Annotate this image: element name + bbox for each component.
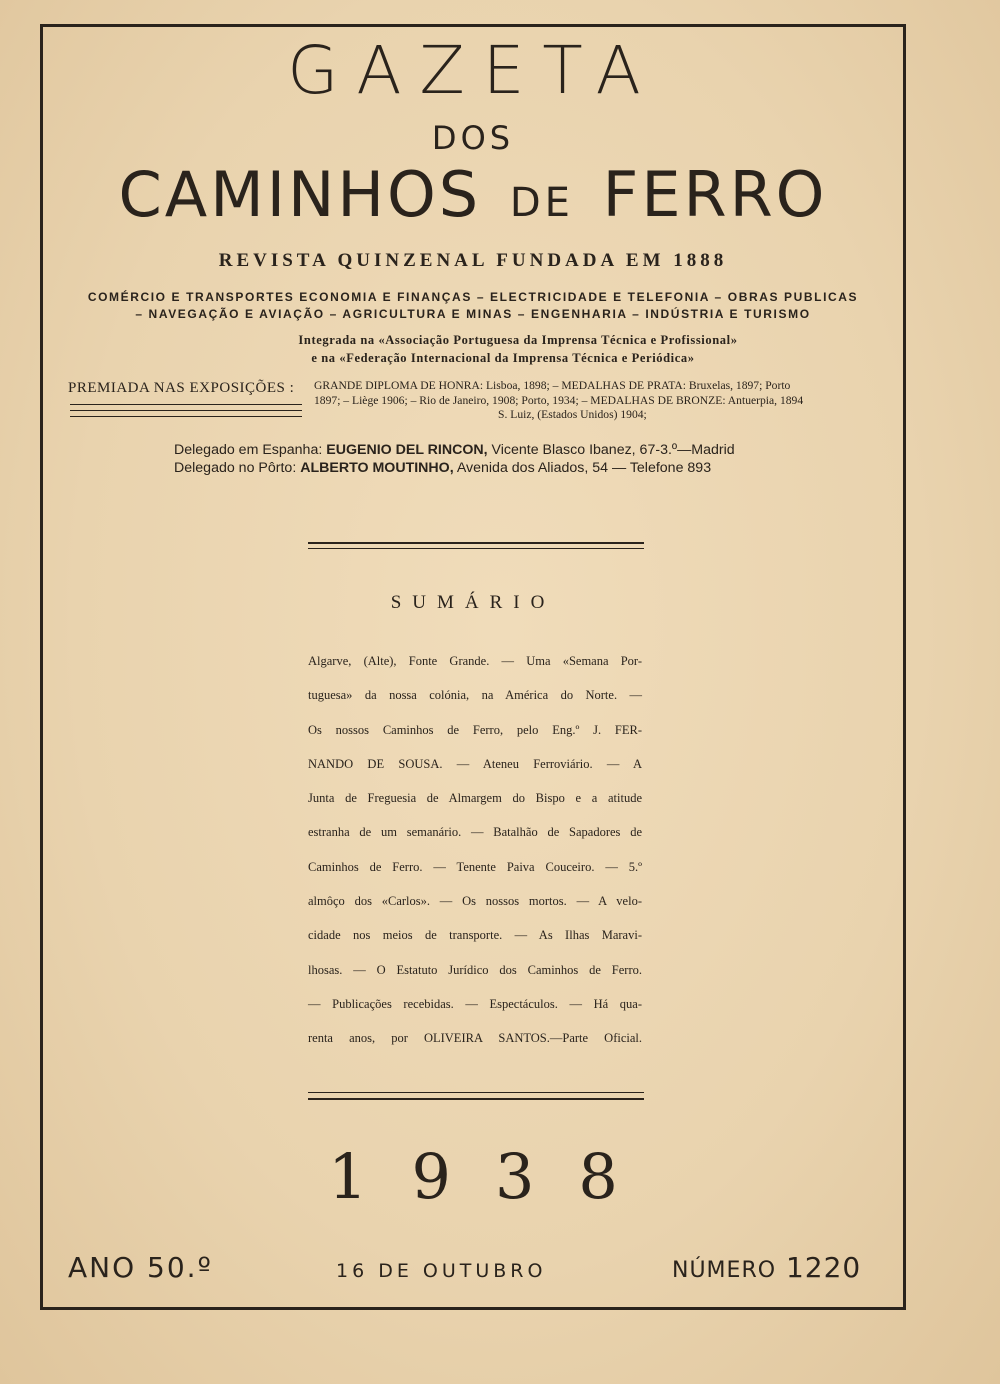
awards-label: PREMIADA NAS EXPOSIÇÕES :: [68, 380, 295, 396]
integration-line-2: e na «Federação Internacional da Imprensa Técnica e Periódica»: [311, 351, 695, 365]
title-gazeta: GAZETA: [287, 32, 659, 109]
summary-line: Algarve, (Alte), Fonte Grande. — Uma «Semana Por-: [308, 654, 642, 668]
awards-rule: [70, 416, 302, 417]
delegate-spain-name: EUGENIO DEL RINCON,: [326, 442, 488, 458]
summary-line: renta anos, por OLIVEIRA SANTOS.—Parte Oficial.: [308, 1031, 642, 1046]
awards-rule: [70, 410, 302, 411]
summary-line: Caminhos de Ferro. — Tenente Paiva Couceiro. — 5.º: [308, 859, 642, 874]
delegate-porto-address: Avenida dos Aliados, 54 — Telefone 893: [456, 460, 712, 476]
awards-line-2: 1897; – Liège 1906; – Rio de Janeiro, 1908; Porto, 1934; – MEDALHAS DE BRONZE: Antuerpia, 1894: [314, 393, 804, 407]
delegates: [174, 441, 735, 477]
delegate-spain-address: Vicente Blasco Ibanez, 67-3.º—Madrid: [491, 442, 735, 458]
summary-line: tuguesa» da nossa colónia, na América do Norte. —: [308, 688, 642, 703]
issue-date: 16 DE OUTUBRO: [336, 1260, 547, 1282]
title-de: DE: [509, 180, 574, 226]
summary-line: Junta de Freguesia de Almargem do Bispo e a atitude: [308, 791, 642, 806]
summary-line: cidade nos meios de transporte. — As Ilhas Maravi-: [308, 928, 642, 943]
issue-number: [672, 1251, 862, 1284]
topics: [40, 289, 906, 323]
issue-number-label: NÚMERO: [672, 1258, 777, 1283]
integration-line-1: Integrada na «Associação Portuguesa da Imprensa Técnica e Profissional»: [298, 333, 738, 347]
divider-top-thin: [308, 548, 644, 549]
summary-line: — Publicações recebidas. — Espectáculos. — Há qua-: [308, 996, 642, 1011]
summary-line: lhosas. — O Estatuto Jurídico dos Caminhos de Ferro.: [308, 962, 642, 977]
delegate-spain: [174, 441, 735, 459]
summary-line: NANDO DE SOUSA. — Ateneu Ferroviário. — A: [308, 756, 642, 771]
summary-line: almôço dos «Carlos». — Os nossos mortos. — A velo-: [308, 894, 642, 909]
issue-number-value: 1220: [785, 1251, 862, 1284]
subtitle: REVISTA QUINZENAL FUNDADA EM 1888: [218, 250, 728, 271]
divider-bottom-thin: [308, 1092, 644, 1093]
title-dos: DOS: [431, 119, 515, 157]
delegate-porto-name: ALBERTO MOUTINHO,: [300, 460, 454, 476]
delegate-spain-prefix: Delegado em Espanha:: [174, 442, 323, 458]
awards-rule: [70, 404, 302, 405]
summary-line: Os nossos Caminhos de Ferro, pelo Eng.º J. FER-: [308, 722, 642, 737]
topics-line-2: – NAVEGAÇÃO E AVIAÇÃO – AGRICULTURA E MINAS – ENGENHARIA – INDÚSTRIA E TURISMO: [135, 307, 811, 321]
divider-bottom: [308, 1098, 644, 1100]
delegate-porto-prefix: Delegado no Pôrto:: [174, 460, 297, 476]
title-caminhos-de-ferro: [40, 158, 906, 231]
issue-ano: ANO 50.º: [68, 1251, 213, 1284]
topics-line-1: COMÉRCIO E TRANSPORTES ECONOMIA E FINANÇAS – ELECTRICIDADE E TELEFONIA – OBRAS PUBLICAS: [87, 290, 859, 304]
integration-note: [40, 331, 906, 367]
title-caminhos: CAMINHOS: [118, 158, 482, 231]
divider-top: [308, 542, 644, 544]
title-ferro: FERRO: [602, 158, 828, 231]
issue-year: 1938: [328, 1140, 662, 1213]
awards-text: [314, 379, 886, 423]
summary-line: estranha de um semanário. — Batalhão de Sapadores de: [308, 825, 642, 840]
awards-line-1: GRANDE DIPLOMA DE HONRA: Lisboa, 1898; – MEDALHAS DE PRATA: Bruxelas, 1897; Porto: [314, 379, 791, 392]
summary-heading: SUMÁRIO: [390, 592, 556, 613]
awards-line-3: S. Luiz, (Estados Unidos) 1904;: [498, 408, 647, 421]
delegate-porto: [174, 459, 735, 477]
summary-text: [308, 644, 642, 1056]
